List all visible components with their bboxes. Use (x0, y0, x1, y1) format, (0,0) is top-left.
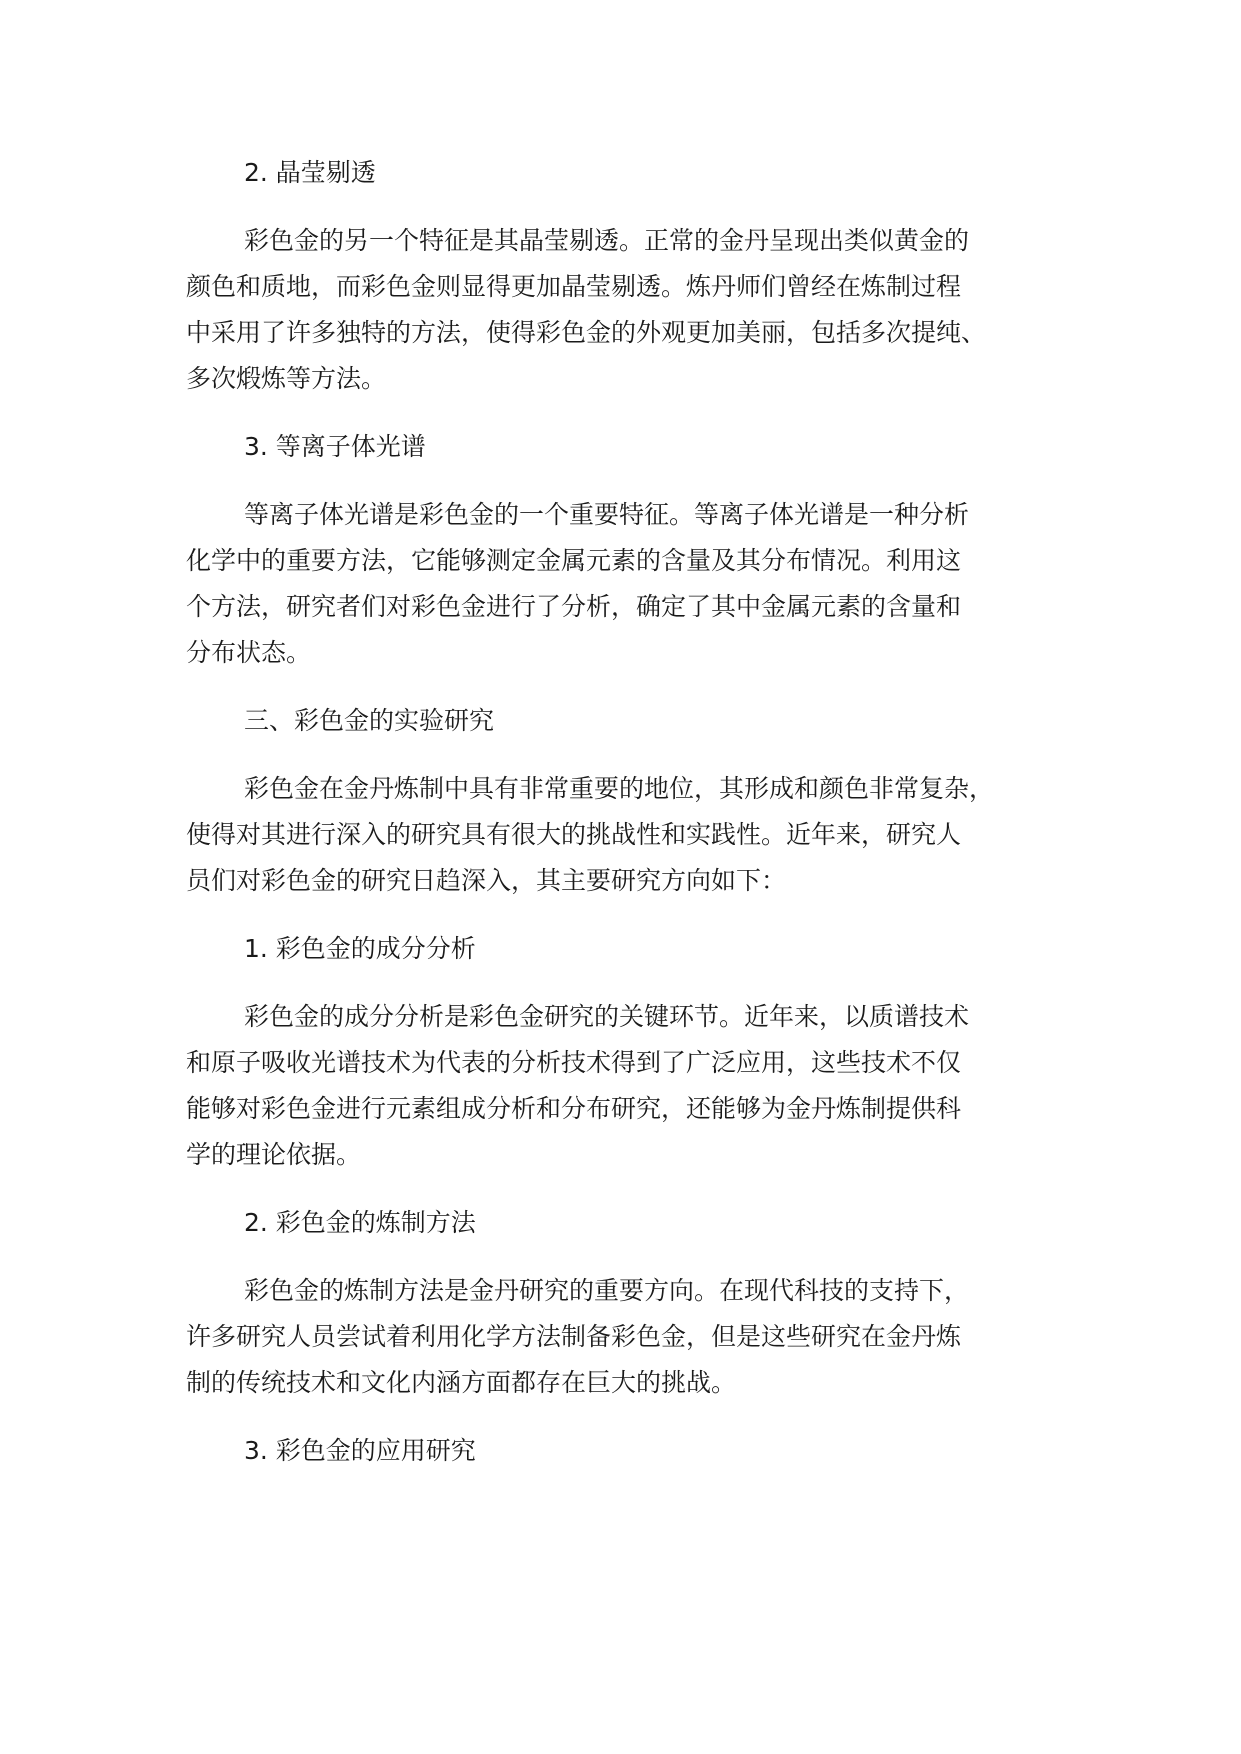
section-heading: 1. 彩色金的成分分析 (244, 934, 476, 963)
paragraph-line: 彩色金在金丹炼制中具有非常重要的地位，其形成和颜色非常复杂， (244, 774, 995, 803)
paragraph-line: 彩色金的另一个特征是其晶莹剔透。正常的金丹呈现出类似黄金的 (244, 226, 970, 255)
section-heading: 2. 彩色金的炼制方法 (244, 1208, 476, 1237)
body-paragraph (186, 994, 1086, 1178)
paragraph-line: 多次煅炼等方法。 (186, 364, 387, 393)
paragraph-line: 颜色和质地，而彩色金则显得更加晶莹剔透。炼丹师们曾经在炼制过程 (186, 272, 962, 301)
body-paragraph (186, 492, 1086, 676)
section-heading: 3. 等离子体光谱 (244, 432, 426, 461)
paragraph-line: 使得对其进行深入的研究具有很大的挑战性和实践性。近年来，研究人 (186, 820, 962, 849)
paragraph-line: 许多研究人员尝试着利用化学方法制备彩色金，但是这些研究在金丹炼 (186, 1322, 962, 1351)
body-paragraph (186, 766, 1086, 904)
paragraph-line: 能够对彩色金进行元素组成分析和分布研究，还能够为金丹炼制提供科 (186, 1094, 962, 1123)
section-heading: 3. 彩色金的应用研究 (244, 1436, 476, 1465)
section-heading: 三、彩色金的实验研究 (244, 706, 495, 735)
paragraph-line: 个方法，研究者们对彩色金进行了分析，确定了其中金属元素的含量和 (186, 592, 962, 621)
paragraph-line: 彩色金的成分分析是彩色金研究的关键环节。近年来，以质谱技术 (244, 1002, 970, 1031)
paragraph-line: 员们对彩色金的研究日趋深入，其主要研究方向如下： (186, 866, 787, 895)
body-paragraph (186, 1268, 1086, 1406)
document-body (186, 155, 1086, 1469)
paragraph-line: 分布状态。 (186, 638, 312, 667)
paragraph-line: 化学中的重要方法，它能够测定金属元素的含量及其分布情况。利用这 (186, 546, 962, 575)
paragraph-line: 制的传统技术和文化内涵方面都存在巨大的挑战。 (186, 1368, 737, 1397)
paragraph-line: 学的理论依据。 (186, 1140, 362, 1169)
paragraph-line: 中采用了许多独特的方法，使得彩色金的外观更加美丽，包括多次提纯、 (186, 318, 987, 347)
paragraph-line: 和原子吸收光谱技术为代表的分析技术得到了广泛应用，这些技术不仅 (186, 1048, 962, 1077)
section-heading: 2. 晶莹剔透 (244, 158, 376, 187)
body-paragraph (186, 218, 1086, 402)
paragraph-line: 等离子体光谱是彩色金的一个重要特征。等离子体光谱是一种分析 (244, 500, 970, 529)
paragraph-line: 彩色金的炼制方法是金丹研究的重要方向。在现代科技的支持下， (244, 1276, 970, 1305)
